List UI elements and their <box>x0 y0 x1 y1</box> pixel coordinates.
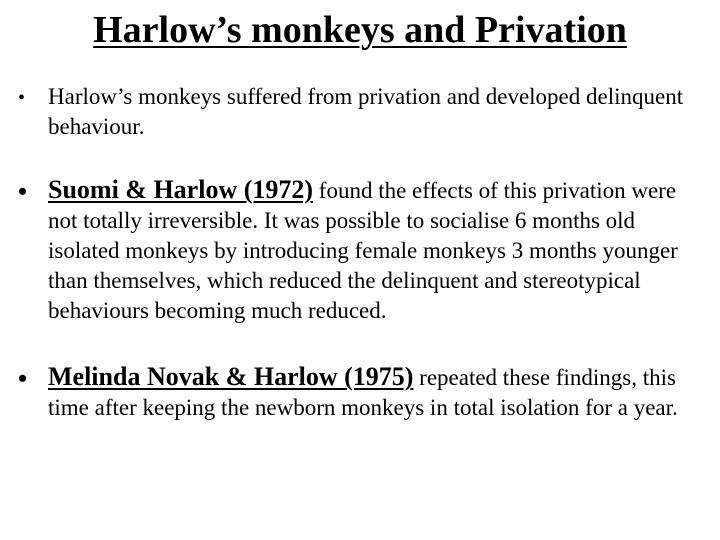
bullet-text: Harlow’s monkeys suffered from privation and developed delinquent behaviour. <box>48 84 684 139</box>
bullet-icon: • <box>18 177 28 206</box>
bullet-text: repeated these findings, this time after keeping the newborn monkeys in total isolation for a year. <box>48 365 678 420</box>
citation-novak-harlow: Melinda Novak & Harlow (1975) <box>48 362 414 391</box>
bullet-list <box>18 82 708 423</box>
bullet-text: found the effects of this privation were not totally irreversible. It was possible to socialise 6 months old isolated monkeys by introducing female monkeys 3 months younger than themselves, which reduced the delinquent and stereotypical behaviours becoming much reduced. <box>48 178 678 323</box>
bullet-icon: • <box>18 87 26 109</box>
slide-title: Harlow’s monkeys and Privation <box>93 9 627 51</box>
bullet-icon: • <box>18 364 28 393</box>
bullet-item-suomi-harlow <box>18 175 708 326</box>
bullet-item-privation <box>18 82 708 142</box>
bullet-item-novak-harlow <box>18 362 708 423</box>
citation-suomi-harlow: Suomi & Harlow (1972) <box>48 175 314 204</box>
